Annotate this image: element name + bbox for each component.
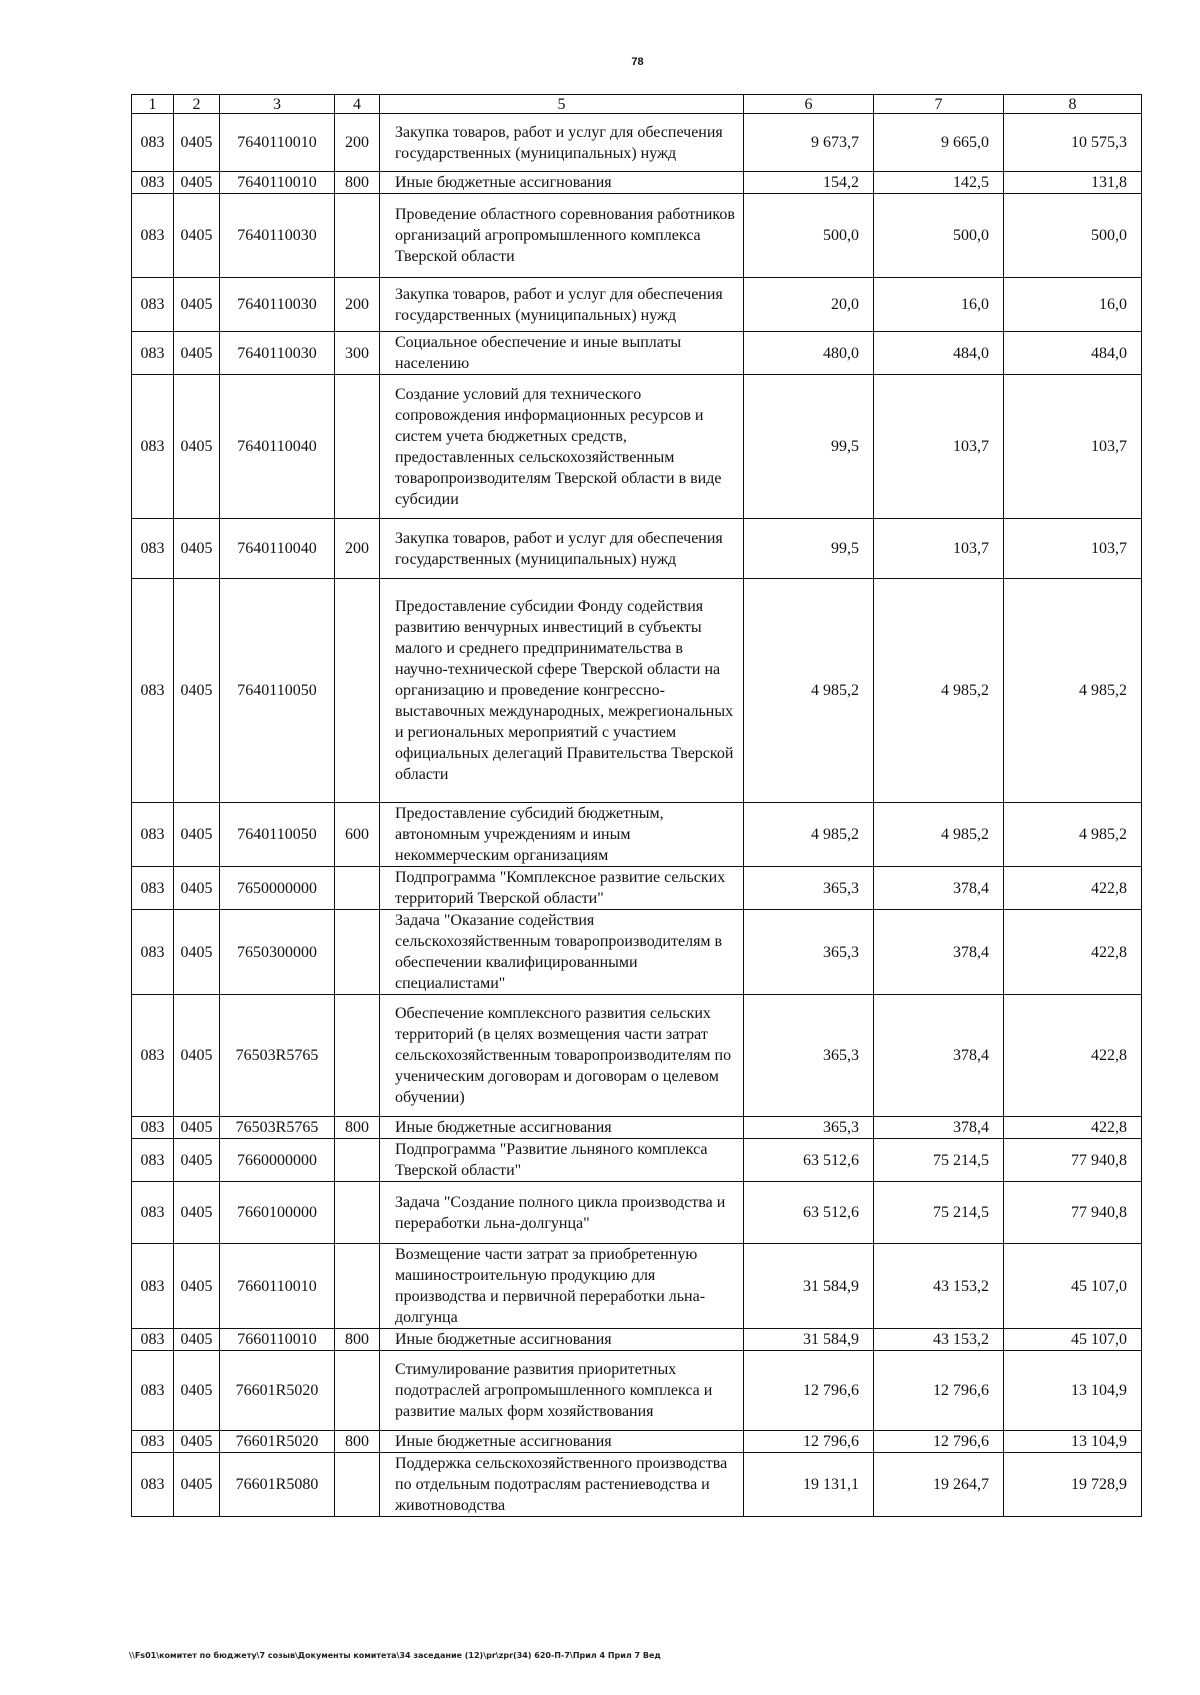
cell-amount-year2: 9 665,0: [874, 114, 1004, 172]
cell-amount-year2: 378,4: [874, 910, 1004, 995]
cell-amount-year2: 12 796,6: [874, 1351, 1004, 1431]
cell-amount-year3: 422,8: [1004, 1117, 1142, 1139]
cell-chapter-code: 083: [132, 519, 174, 579]
cell-amount-year3: 422,8: [1004, 995, 1142, 1117]
cell-amount-year2: 4 985,2: [874, 579, 1004, 803]
page-number: 78: [631, 56, 644, 68]
table-row: [132, 867, 1142, 910]
cell-amount-year3: 422,8: [1004, 910, 1142, 995]
cell-amount-year2: 75 214,5: [874, 1182, 1004, 1244]
cell-section-code: 0405: [174, 579, 220, 803]
cell-amount-year2: 378,4: [874, 1117, 1004, 1139]
cell-section-code: 0405: [174, 803, 220, 867]
cell-expense-type: 200: [335, 278, 380, 332]
cell-section-code: 0405: [174, 1431, 220, 1453]
cell-target-article: 7640110010: [220, 114, 335, 172]
cell-chapter-code: 083: [132, 579, 174, 803]
cell-description: Закупка товаров, работ и услуг для обеспечения государственных (муниципальных) нужд: [380, 114, 744, 172]
cell-target-article: 7660110010: [220, 1329, 335, 1351]
cell-section-code: 0405: [174, 1117, 220, 1139]
cell-amount-year1: 4 985,2: [744, 803, 874, 867]
header-cell: 4: [335, 95, 380, 114]
cell-expense-type: 800: [335, 172, 380, 194]
cell-target-article: 7650300000: [220, 910, 335, 995]
table-row: [132, 332, 1142, 375]
header-cell: 5: [380, 95, 744, 114]
cell-target-article: 7640110040: [220, 519, 335, 579]
cell-description: Иные бюджетные ассигнования: [380, 1329, 744, 1351]
cell-amount-year3: 4 985,2: [1004, 803, 1142, 867]
cell-description: Задача "Оказание содействия сельскохозяйственным товаропроизводителям в обеспечении квалифицированными специалистами": [380, 910, 744, 995]
header-cell: 6: [744, 95, 874, 114]
cell-amount-year2: 16,0: [874, 278, 1004, 332]
cell-amount-year3: 77 940,8: [1004, 1182, 1142, 1244]
table-row: [132, 995, 1142, 1117]
cell-expense-type: 600: [335, 803, 380, 867]
cell-description: Закупка товаров, работ и услуг для обеспечения государственных (муниципальных) нужд: [380, 278, 744, 332]
cell-amount-year1: 63 512,6: [744, 1139, 874, 1182]
header-cell: 1: [132, 95, 174, 114]
table-row: [132, 1244, 1142, 1329]
cell-amount-year1: 365,3: [744, 1117, 874, 1139]
cell-amount-year3: 10 575,3: [1004, 114, 1142, 172]
cell-amount-year1: 12 796,6: [744, 1431, 874, 1453]
cell-amount-year2: 103,7: [874, 375, 1004, 519]
table-row: [132, 519, 1142, 579]
cell-expense-type: 800: [335, 1431, 380, 1453]
cell-expense-type: 200: [335, 519, 380, 579]
table-row: [132, 1431, 1142, 1453]
cell-target-article: 7650000000: [220, 867, 335, 910]
cell-amount-year1: 20,0: [744, 278, 874, 332]
cell-description: Обеспечение комплексного развития сельских территорий (в целях возмещения части затрат сельскохозяйственным товаропроизводителям по ученическим договорам и договорам о целевом обучении): [380, 995, 744, 1117]
cell-expense-type: [335, 1453, 380, 1517]
cell-chapter-code: 083: [132, 1139, 174, 1182]
cell-chapter-code: 083: [132, 1329, 174, 1351]
table-row: [132, 375, 1142, 519]
cell-expense-type: 200: [335, 114, 380, 172]
cell-chapter-code: 083: [132, 1244, 174, 1329]
cell-amount-year2: 103,7: [874, 519, 1004, 579]
cell-section-code: 0405: [174, 867, 220, 910]
cell-target-article: 76601R5020: [220, 1431, 335, 1453]
cell-expense-type: [335, 579, 380, 803]
cell-target-article: 7640110010: [220, 172, 335, 194]
cell-chapter-code: 083: [132, 1182, 174, 1244]
cell-expense-type: [335, 375, 380, 519]
cell-amount-year1: 154,2: [744, 172, 874, 194]
cell-section-code: 0405: [174, 194, 220, 278]
cell-amount-year1: 9 673,7: [744, 114, 874, 172]
cell-amount-year2: 142,5: [874, 172, 1004, 194]
cell-target-article: 76503R5765: [220, 1117, 335, 1139]
cell-target-article: 7660000000: [220, 1139, 335, 1182]
table-row: [132, 910, 1142, 995]
cell-chapter-code: 083: [132, 278, 174, 332]
cell-amount-year3: 13 104,9: [1004, 1431, 1142, 1453]
cell-section-code: 0405: [174, 1351, 220, 1431]
cell-description: Возмещение части затрат за приобретенную машиностроительную продукцию для производства и первичной переработки льна-долгунца: [380, 1244, 744, 1329]
cell-amount-year2: 12 796,6: [874, 1431, 1004, 1453]
table-row: [132, 579, 1142, 803]
cell-section-code: 0405: [174, 114, 220, 172]
cell-amount-year1: 365,3: [744, 995, 874, 1117]
cell-amount-year3: 484,0: [1004, 332, 1142, 375]
cell-amount-year1: 365,3: [744, 910, 874, 995]
cell-chapter-code: 083: [132, 114, 174, 172]
cell-target-article: 7660110010: [220, 1244, 335, 1329]
cell-amount-year3: 45 107,0: [1004, 1329, 1142, 1351]
cell-chapter-code: 083: [132, 1453, 174, 1517]
cell-amount-year1: 365,3: [744, 867, 874, 910]
cell-description: Иные бюджетные ассигнования: [380, 1117, 744, 1139]
cell-description: Задача "Создание полного цикла производства и переработки льна-долгунца": [380, 1182, 744, 1244]
cell-amount-year3: 131,8: [1004, 172, 1142, 194]
cell-chapter-code: 083: [132, 867, 174, 910]
table-row: [132, 278, 1142, 332]
cell-section-code: 0405: [174, 1244, 220, 1329]
table-row: [132, 114, 1142, 172]
cell-amount-year2: 75 214,5: [874, 1139, 1004, 1182]
cell-description: Социальное обеспечение и иные выплаты населению: [380, 332, 744, 375]
cell-amount-year3: 103,7: [1004, 519, 1142, 579]
cell-amount-year1: 63 512,6: [744, 1182, 874, 1244]
table-row: [132, 1453, 1142, 1517]
cell-amount-year3: 16,0: [1004, 278, 1142, 332]
cell-amount-year3: 19 728,9: [1004, 1453, 1142, 1517]
cell-chapter-code: 083: [132, 1351, 174, 1431]
table-row: [132, 172, 1142, 194]
cell-target-article: 76503R5765: [220, 995, 335, 1117]
cell-description: Закупка товаров, работ и услуг для обеспечения государственных (муниципальных) нужд: [380, 519, 744, 579]
cell-expense-type: 300: [335, 332, 380, 375]
cell-chapter-code: 083: [132, 194, 174, 278]
cell-chapter-code: 083: [132, 172, 174, 194]
cell-amount-year3: 13 104,9: [1004, 1351, 1142, 1431]
cell-description: Проведение областного соревнования работников организаций агропромышленного комплекса Тверской области: [380, 194, 744, 278]
table-row: [132, 1117, 1142, 1139]
budget-table: [131, 94, 1142, 1517]
cell-amount-year3: 4 985,2: [1004, 579, 1142, 803]
cell-description: Подпрограмма "Развитие льняного комплекса Тверской области": [380, 1139, 744, 1182]
cell-chapter-code: 083: [132, 1117, 174, 1139]
cell-amount-year2: 378,4: [874, 995, 1004, 1117]
cell-expense-type: [335, 1244, 380, 1329]
cell-amount-year3: 422,8: [1004, 867, 1142, 910]
table-row: [132, 194, 1142, 278]
cell-amount-year2: 500,0: [874, 194, 1004, 278]
cell-amount-year2: 43 153,2: [874, 1244, 1004, 1329]
cell-section-code: 0405: [174, 1139, 220, 1182]
cell-description: Стимулирование развития приоритетных подотраслей агропромышленного комплекса и развитие малых форм хозяйствования: [380, 1351, 744, 1431]
header-cell: 2: [174, 95, 220, 114]
header-cell: 8: [1004, 95, 1142, 114]
cell-section-code: 0405: [174, 519, 220, 579]
cell-section-code: 0405: [174, 375, 220, 519]
cell-expense-type: [335, 867, 380, 910]
cell-amount-year1: 4 985,2: [744, 579, 874, 803]
cell-chapter-code: 083: [132, 1431, 174, 1453]
cell-target-article: 7660100000: [220, 1182, 335, 1244]
cell-expense-type: [335, 995, 380, 1117]
cell-section-code: 0405: [174, 332, 220, 375]
table-row: [132, 1182, 1142, 1244]
cell-expense-type: [335, 910, 380, 995]
cell-amount-year2: 19 264,7: [874, 1453, 1004, 1517]
cell-expense-type: [335, 1351, 380, 1431]
cell-section-code: 0405: [174, 995, 220, 1117]
cell-description: Создание условий для технического сопровождения информационных ресурсов и систем учета бюджетных средств, предоставленных сельскохозяйственным товаропроизводителям Тверской области в виде субсидии: [380, 375, 744, 519]
cell-section-code: 0405: [174, 1182, 220, 1244]
cell-target-article: 7640110040: [220, 375, 335, 519]
cell-amount-year2: 4 985,2: [874, 803, 1004, 867]
cell-description: Поддержка сельскохозяйственного производства по отдельным подотраслям растениеводства и животноводства: [380, 1453, 744, 1517]
cell-amount-year1: 31 584,9: [744, 1329, 874, 1351]
table-row: [132, 803, 1142, 867]
cell-target-article: 76601R5080: [220, 1453, 335, 1517]
cell-amount-year1: 99,5: [744, 519, 874, 579]
cell-target-article: 7640110030: [220, 194, 335, 278]
cell-amount-year3: 500,0: [1004, 194, 1142, 278]
cell-amount-year2: 484,0: [874, 332, 1004, 375]
cell-amount-year3: 45 107,0: [1004, 1244, 1142, 1329]
cell-amount-year1: 500,0: [744, 194, 874, 278]
cell-section-code: 0405: [174, 1453, 220, 1517]
cell-section-code: 0405: [174, 1329, 220, 1351]
footer-file-path: \\Fs01\комитет по бюджету\7 созыв\Документы комитета\34 заседание (12)\pr\zpr(34) 620-П-7\Прил 4 Прил 7 Вед: [129, 1651, 661, 1660]
cell-section-code: 0405: [174, 172, 220, 194]
cell-expense-type: [335, 1182, 380, 1244]
cell-description: Подпрограмма "Комплексное развитие сельских территорий Тверской области": [380, 867, 744, 910]
table-row: [132, 1329, 1142, 1351]
cell-expense-type: [335, 194, 380, 278]
cell-chapter-code: 083: [132, 332, 174, 375]
cell-target-article: 7640110050: [220, 579, 335, 803]
cell-amount-year2: 43 153,2: [874, 1329, 1004, 1351]
cell-chapter-code: 083: [132, 803, 174, 867]
cell-target-article: 7640110030: [220, 278, 335, 332]
cell-chapter-code: 083: [132, 995, 174, 1117]
cell-amount-year1: 19 131,1: [744, 1453, 874, 1517]
table-header-row: [132, 95, 1142, 114]
cell-description: Иные бюджетные ассигнования: [380, 1431, 744, 1453]
cell-amount-year2: 378,4: [874, 867, 1004, 910]
cell-target-article: 76601R5020: [220, 1351, 335, 1431]
cell-description: Предоставление субсидий бюджетным, автономным учреждениям и иным некоммерческим организациям: [380, 803, 744, 867]
table-row: [132, 1139, 1142, 1182]
cell-amount-year3: 103,7: [1004, 375, 1142, 519]
cell-chapter-code: 083: [132, 375, 174, 519]
header-cell: 3: [220, 95, 335, 114]
cell-amount-year1: 99,5: [744, 375, 874, 519]
cell-target-article: 7640110050: [220, 803, 335, 867]
header-cell: 7: [874, 95, 1004, 114]
cell-section-code: 0405: [174, 910, 220, 995]
cell-amount-year1: 12 796,6: [744, 1351, 874, 1431]
cell-chapter-code: 083: [132, 910, 174, 995]
cell-amount-year3: 77 940,8: [1004, 1139, 1142, 1182]
cell-amount-year1: 480,0: [744, 332, 874, 375]
cell-section-code: 0405: [174, 278, 220, 332]
cell-amount-year1: 31 584,9: [744, 1244, 874, 1329]
cell-description: Предоставление субсидии Фонду содействия развитию венчурных инвестиций в субъекты малого и среднего предпринимательства в научно-технической сфере Тверской области на организацию и проведение конгрессно-выставочных международных, межрегиональных и региональных мероприятий с участием официальных делегаций Правительства Тверской области: [380, 579, 744, 803]
cell-target-article: 7640110030: [220, 332, 335, 375]
cell-expense-type: 800: [335, 1117, 380, 1139]
table-row: [132, 1351, 1142, 1431]
cell-description: Иные бюджетные ассигнования: [380, 172, 744, 194]
cell-expense-type: 800: [335, 1329, 380, 1351]
cell-expense-type: [335, 1139, 380, 1182]
